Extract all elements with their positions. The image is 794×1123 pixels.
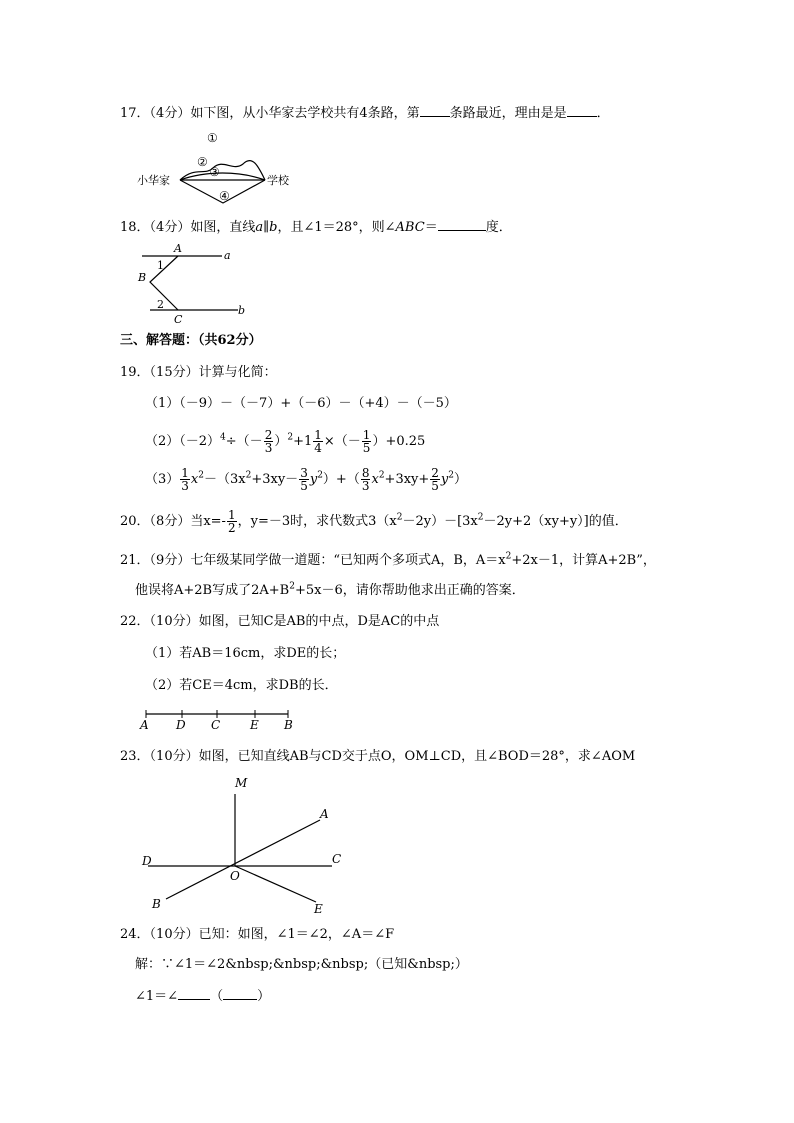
- section-3-heading: 三、解答题：（共62分）: [120, 333, 262, 348]
- q24-stem: 24．（10分）已知：如图，∠1＝∠2，∠A＝∠F: [120, 927, 395, 942]
- q19-p3-j: ）: [454, 472, 468, 487]
- q19-stem: 19．（15分）计算与化简：: [120, 365, 277, 380]
- q19-p2-a: （2）（－2）: [145, 434, 221, 449]
- fraction-1-4: $\frac{1}{4}$: [314, 428, 322, 455]
- route-4-label: ④: [219, 189, 230, 203]
- label-B: B: [152, 897, 161, 911]
- q19-part2: [145, 426, 425, 458]
- q24-l2b: （: [210, 989, 224, 1004]
- fraction-3-5: $\frac{3}{5}$: [300, 466, 308, 493]
- q20-s2: 2: [477, 512, 484, 523]
- q19-p3-h: +3xy+: [384, 472, 430, 487]
- q18-text: 18．（4分）如图，直线: [120, 220, 256, 235]
- q21-l2a: 他误将A+2B写成了2A+B: [135, 583, 290, 598]
- fraction-8-3: $\frac{8}{3}$: [361, 466, 370, 493]
- q19-p2-b: ÷（－: [225, 434, 263, 449]
- q19-p2-d: +1: [293, 434, 313, 449]
- q19-p3-f: ）+（: [322, 472, 360, 487]
- label-B: B: [138, 271, 147, 284]
- home-label: 小华家: [137, 174, 170, 187]
- q18-b: b: [269, 220, 278, 235]
- fraction-1-2: $\frac{1}{2}$: [227, 508, 236, 535]
- q24-line2: [135, 987, 270, 1006]
- q21-l1b: +2x－1，计算A+2B”，: [511, 553, 656, 568]
- q24-l2a: ∠1＝∠: [135, 989, 179, 1004]
- label-C: C: [174, 313, 183, 326]
- q23-stem: 23．（10分）如图，已知直线AB与CD交于点O，OM⊥CD，且∠BOD＝28°，求∠AOM: [120, 749, 636, 764]
- label-D: D: [142, 854, 152, 868]
- q23-figure: [138, 772, 358, 920]
- q19-p3-a: （3）: [145, 472, 180, 487]
- q24-l2c: ）: [257, 989, 271, 1004]
- q17-figure: [135, 128, 305, 208]
- q18-cond: ，且∠1＝28°，则∠: [277, 220, 396, 235]
- q24-blank-1: [178, 987, 210, 1000]
- q22-stem: 22．（10分）如图，已知C是AB的中点，D是AC的中点: [120, 614, 440, 629]
- q20: [120, 506, 628, 538]
- ray-OE: [235, 866, 316, 902]
- q21-line1: [120, 552, 656, 570]
- label-B: B: [284, 718, 293, 732]
- fraction-1-3: $\frac{1}{3}$: [181, 466, 189, 493]
- label-C: C: [211, 718, 221, 732]
- label-O: O: [230, 869, 240, 883]
- q17-stem: [120, 104, 610, 123]
- q18-tail: 度．: [485, 220, 512, 235]
- q19-p3-d: +3xy－: [251, 472, 299, 487]
- q24-blank-2: [223, 987, 257, 1000]
- q19-p3-g: x: [371, 472, 379, 487]
- q18-parallel: ∥: [263, 220, 270, 235]
- q20-b: x=-: [203, 514, 226, 529]
- fraction-2-3: $\frac{2}{3}$: [264, 428, 273, 455]
- label-D: D: [176, 718, 186, 732]
- q17-text: 17．（4分）如下图，从小华家去学校共有4条路，第: [120, 106, 420, 121]
- q20-a: 20．（8分）当: [120, 514, 204, 529]
- q17-blank-1: [420, 104, 450, 117]
- q21-line2: [135, 582, 525, 600]
- q19-p3-s3: 2: [317, 470, 323, 481]
- q18-stem: [120, 218, 512, 237]
- label-a: a: [224, 249, 231, 262]
- q19-p3-s5: 2: [448, 470, 455, 481]
- q20-e: －2y+2（xy+y）]的值．: [483, 514, 628, 529]
- label-E: E: [250, 718, 259, 732]
- q17-blank-2: [567, 104, 597, 117]
- q18-abc: ABC: [395, 220, 425, 235]
- q19-p3-s2: 2: [245, 470, 252, 481]
- label-A: A: [140, 718, 149, 732]
- q22-part2: （2）若CE＝4cm，求DB的长．: [145, 678, 338, 693]
- route-1-label: ①: [207, 131, 218, 145]
- q22-part1: （1）若AB＝16cm，求DE的长；: [145, 646, 346, 661]
- q19-p3-i: y: [440, 472, 449, 487]
- line-BA: [166, 820, 320, 899]
- q18-figure: [130, 242, 260, 326]
- q19-p3-s4: 2: [378, 470, 385, 481]
- q21-l1a: 21．（9分）七年级某同学做一道题：“已知两个多项式A，B，A＝x: [120, 553, 506, 568]
- q19-p3-b: x: [190, 472, 199, 487]
- q20-d: －2y）－[3x: [402, 514, 478, 529]
- route-2: [180, 161, 265, 180]
- label-C: C: [332, 852, 342, 866]
- q20-c: ，y=－3时，求代数式3（x: [237, 514, 397, 529]
- q18-eq: ＝: [424, 220, 438, 235]
- q19-p3-c: －（3x: [204, 472, 246, 487]
- polyline-abc: [150, 256, 178, 310]
- q22-segment-figure: [138, 706, 298, 732]
- q24-line1: 解：∵∠1＝∠2&nbsp;&nbsp;&nbsp;（已知&nbsp;）: [135, 957, 468, 972]
- q19-p2-exp2: 2: [287, 432, 294, 443]
- q17-end: ．: [596, 106, 610, 121]
- q21-l2b: +5x－6，请你帮助他求出正确的答案．: [294, 583, 525, 598]
- q17-mid: 条路最近，理由是是: [449, 106, 567, 121]
- q21-s1: 2: [505, 551, 512, 562]
- label-angle-1: 1: [157, 259, 164, 272]
- route-2-label: ②: [197, 155, 208, 169]
- q18-blank: [438, 218, 486, 231]
- q18-a: a: [255, 220, 264, 235]
- route-3-label: ③: [209, 165, 220, 179]
- label-A: A: [174, 242, 182, 255]
- q19-p3-s1: 2: [198, 470, 204, 481]
- label-E: E: [314, 902, 323, 916]
- label-b: b: [238, 304, 246, 317]
- q19-p2-f: ）+0.25: [372, 434, 426, 449]
- label-angle-2: 2: [157, 298, 164, 311]
- q19-p2-e: ×（－: [323, 434, 361, 449]
- q19-part3: [145, 464, 467, 496]
- label-A: A: [320, 807, 329, 821]
- school-label: 学校: [267, 174, 289, 187]
- fraction-1-5: $\frac{1}{5}$: [362, 428, 371, 455]
- fraction-2-5: $\frac{2}{5}$: [431, 466, 439, 493]
- label-M: M: [235, 776, 248, 790]
- route-1: [180, 173, 265, 180]
- q19-p2-c: ）: [274, 434, 288, 449]
- q20-s1: 2: [396, 512, 403, 523]
- q19-p2-exp4: 4: [220, 432, 226, 443]
- q21-s2: 2: [289, 581, 295, 592]
- q19-part1: （1）（－9）－（－7）+（－6）－（+4）－（－5）: [145, 396, 457, 411]
- q19-p3-e: y: [309, 472, 318, 487]
